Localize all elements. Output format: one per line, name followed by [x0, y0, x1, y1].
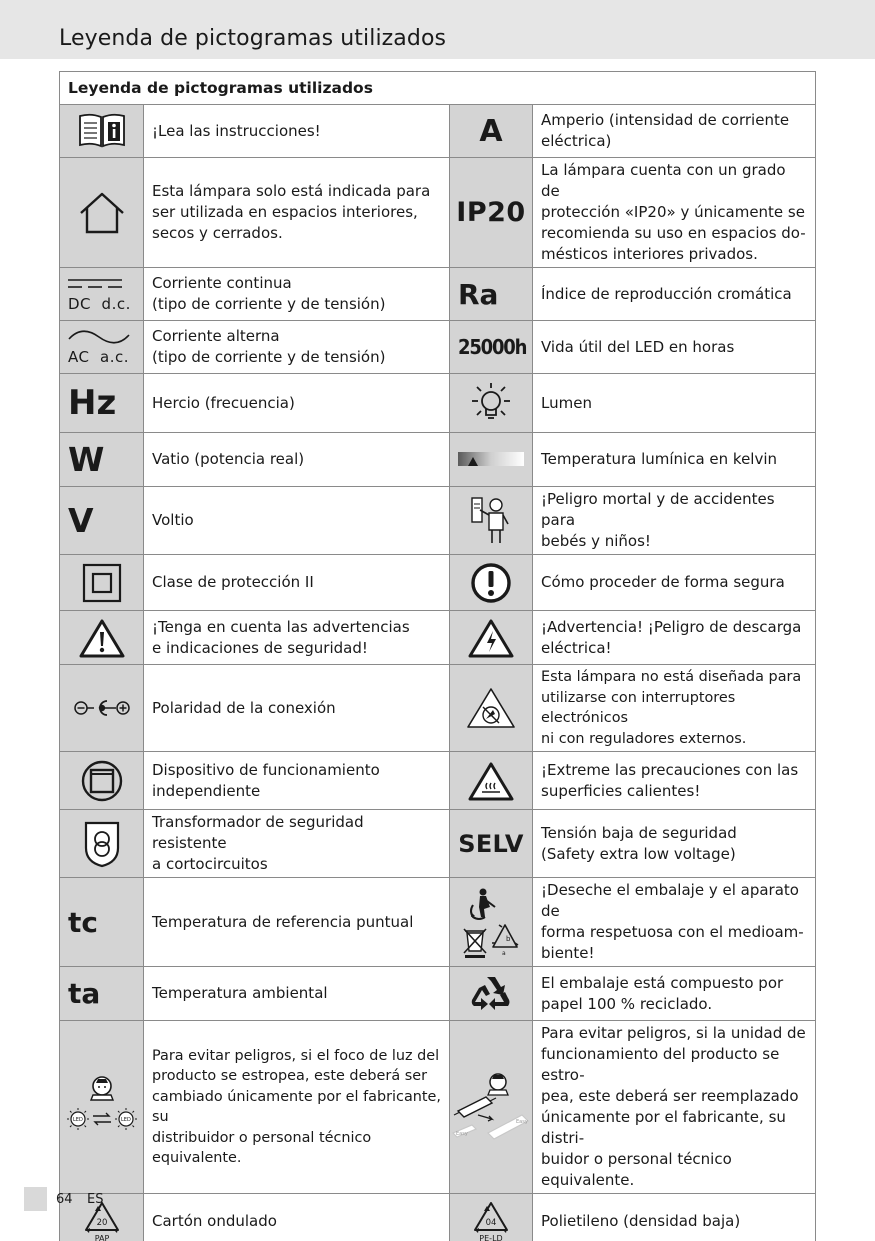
icon-cell: [450, 433, 533, 487]
table-row: [60, 878, 816, 967]
peld-number: 04: [485, 1217, 497, 1228]
page-number-marker: [24, 1187, 47, 1211]
legend-text: Vatio (potencia real): [144, 433, 450, 487]
recycle-code-b: b: [506, 935, 511, 943]
legend-text: ¡Peligro mortal y de accidentes para bebés y niños!: [533, 487, 816, 555]
ra-icon: Ra: [458, 277, 499, 311]
icon-cell: [60, 268, 144, 321]
table-row: [60, 105, 816, 158]
watt-icon: W: [68, 440, 105, 479]
icon-cell: [60, 967, 144, 1021]
legend-text: Lumen: [533, 374, 816, 433]
led-lifetime-icon: 25000h: [458, 335, 527, 359]
icon-cell: [450, 1021, 533, 1194]
icon-cell: [450, 967, 533, 1021]
table-row: [60, 611, 816, 665]
language-code: ES: [87, 1192, 104, 1207]
control-gear-replacement-icon: [452, 1071, 530, 1143]
icon-cell: [60, 752, 144, 810]
protection-class-ii-icon: [82, 563, 122, 603]
legend-text: Hercio (frecuencia): [144, 374, 450, 433]
icon-cell: [60, 321, 144, 374]
legend-text: La lámpara cuenta con un grado de protección «IP20» y únicamente se recomienda su uso en espacios do- mésticos interiores privados.: [533, 158, 816, 268]
icon-cell: [450, 555, 533, 611]
hot-surface-icon: [468, 761, 514, 801]
table-row: [60, 268, 816, 321]
ta-icon: ta: [68, 977, 101, 1010]
table-row: [60, 810, 816, 878]
legend-text: Amperio (intensidad de corriente eléctrica): [533, 105, 816, 158]
pap-number: 20: [96, 1217, 107, 1228]
legend-header-row: [60, 72, 816, 105]
recycled-paper-icon: [470, 974, 512, 1014]
easy-tag-left: Easy: [456, 1131, 468, 1137]
legend-text: ¡Extreme las precauciones con las superficies calientes!: [533, 752, 816, 810]
pap-code: PAP: [94, 1233, 109, 1241]
legend-text: Para evitar peligros, si el foco de luz del producto se estropea, este deberá ser cambiado únicamente por el fabricante, su distribuidor o personal técnico equivalente.: [144, 1021, 450, 1194]
light-source-replacement-icon: [64, 1074, 140, 1140]
icon-cell: [450, 374, 533, 433]
legend-text: ¡Tenga en cuenta las advertencias e indicaciones de seguridad!: [144, 611, 450, 665]
icon-cell: [60, 665, 144, 752]
icon-cell: [60, 158, 144, 268]
no-dimmer-icon: [465, 686, 517, 730]
table-row: [60, 158, 816, 268]
legend-text: Cartón ondulado: [144, 1194, 450, 1241]
legend-text: Polietileno (densidad baja): [533, 1194, 816, 1241]
ampere-icon: A: [479, 113, 503, 149]
icon-cell: [60, 1021, 144, 1194]
safety-transformer-icon: [83, 820, 121, 868]
table-row: [60, 665, 816, 752]
recycle-code-a: a: [502, 950, 506, 957]
table-row: [60, 1021, 816, 1194]
led-tag-left: LED: [72, 1117, 83, 1123]
ac-label: AC a.c.: [68, 347, 129, 366]
peld-code: PE-LD: [479, 1233, 503, 1241]
legend-text: Esta lámpara solo está indicada para ser utilizada en espacios interiores, secos y cerrados.: [144, 158, 450, 268]
table-row: [60, 555, 816, 611]
independent-control-gear-icon: [80, 759, 124, 803]
legend-text: ¡Lea las instrucciones!: [144, 105, 450, 158]
icon-cell: [60, 555, 144, 611]
icon-cell: [450, 487, 533, 555]
recycling-peld-icon: [470, 1200, 512, 1241]
legend-text: ¡Advertencia! ¡Peligro de descarga eléctrica!: [533, 611, 816, 665]
legend-text: ¡Deseche el embalaje y el aparato de forma respetuosa con el medioam- biente!: [533, 878, 816, 967]
table-row: [60, 433, 816, 487]
icon-cell: [450, 268, 533, 321]
table-row: [60, 321, 816, 374]
electric-shock-warning-icon: [468, 618, 514, 658]
legend-text: Clase de protección II: [144, 555, 450, 611]
legend-text: Dispositivo de funcionamiento independiente: [144, 752, 450, 810]
icon-cell: [60, 611, 144, 665]
table-row: [60, 967, 816, 1021]
icon-cell: [450, 105, 533, 158]
legend-text: Polaridad de la conexión: [144, 665, 450, 752]
warning-triangle-icon: [79, 618, 125, 658]
page-number: 64: [56, 1192, 73, 1207]
legend-text: Transformador de seguridad resistente a cortocircuitos: [144, 810, 450, 878]
legend-text: Tensión baja de seguridad (Safety extra low voltage): [533, 810, 816, 878]
legend-text: Vida útil del LED en horas: [533, 321, 816, 374]
legend-text: Voltio: [144, 487, 450, 555]
legend-text: Esta lámpara no está diseñada para utilizarse con interruptores electrónicos ni con reguladores externos.: [533, 665, 816, 752]
ip20-icon: IP20: [456, 197, 526, 228]
table-row: [60, 752, 816, 810]
read-instructions-icon: [77, 112, 127, 150]
legend-text: Cómo proceder de forma segura: [533, 555, 816, 611]
legend-text: Para evitar peligros, si la unidad de funcionamiento del producto se estro- pea, este deberá ser reemplazado únicamente por el fabricante, su distri- buidor o personal técnico equivalente.: [533, 1021, 816, 1194]
icon-cell: [450, 665, 533, 752]
dc-label: DC d.c.: [68, 295, 131, 313]
hertz-icon: Hz: [68, 383, 117, 423]
polarity-icon: [71, 698, 133, 718]
disposal-icon: [455, 885, 527, 959]
table-row: [60, 374, 816, 433]
easy-tag-right: Easy: [516, 1119, 528, 1125]
icon-cell: [60, 374, 144, 433]
legend-text: Corriente alterna (tipo de corriente y de tensión): [144, 321, 450, 374]
icon-cell: [450, 321, 533, 374]
icon-cell: [450, 878, 533, 967]
direct-current-icon: [68, 278, 124, 290]
led-tag-right: LED: [120, 1117, 131, 1123]
icon-cell: [450, 1194, 533, 1241]
legend-text: Temperatura lumínica en kelvin: [533, 433, 816, 487]
legend-text: Temperatura ambiental: [144, 967, 450, 1021]
icon-cell: [450, 158, 533, 268]
icon-cell: [60, 810, 144, 878]
pictogram-legend-table: [59, 71, 816, 1241]
legend-text: El embalaje está compuesto por papel 100 % reciclado.: [533, 967, 816, 1021]
page-title: Leyenda de pictogramas utilizados: [59, 26, 447, 51]
icon-cell: [450, 810, 533, 878]
icon-cell: [60, 433, 144, 487]
kelvin-gradient-icon: [458, 451, 524, 467]
icon-cell: [450, 611, 533, 665]
table-row: [60, 487, 816, 555]
tc-icon: tc: [68, 905, 98, 939]
selv-icon: SELV: [458, 829, 524, 858]
alternating-current-icon: [68, 330, 130, 344]
icon-cell: [60, 105, 144, 158]
child-danger-icon: [470, 496, 512, 546]
mandatory-action-icon: [470, 562, 512, 604]
icon-cell: [60, 487, 144, 555]
lumen-bulb-icon: [469, 381, 513, 425]
house-indoor-icon: [78, 191, 126, 235]
table-title: Leyenda de pictogramas utilizados: [60, 72, 816, 105]
volt-icon: V: [68, 501, 94, 540]
legend-text: Corriente continua (tipo de corriente y de tensión): [144, 268, 450, 321]
table-row: [60, 1194, 816, 1241]
legend-text: Índice de reproducción cromática: [533, 268, 816, 321]
icon-cell: [60, 878, 144, 967]
icon-cell: [450, 752, 533, 810]
legend-text: Temperatura de referencia puntual: [144, 878, 450, 967]
